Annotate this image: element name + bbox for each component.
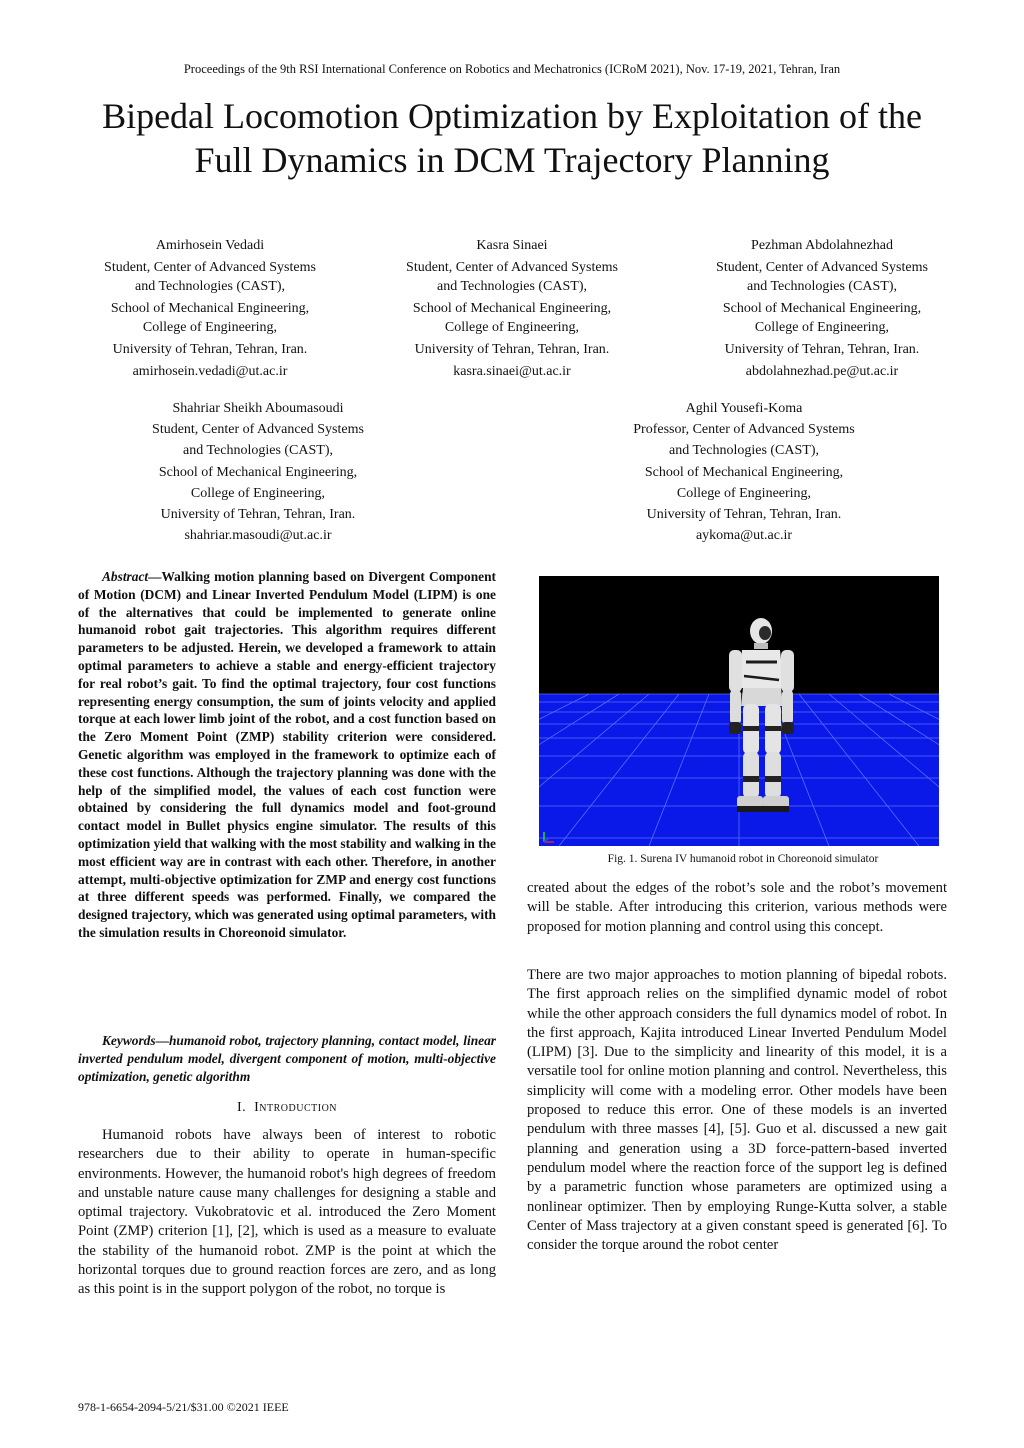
author-university: University of Tehran, Tehran, Iran. [112,341,308,357]
author-name: Aghil Yousefi-Koma [685,401,803,416]
author-email: shahriar.masoudi@ut.ac.ir [184,528,332,544]
title-line-1: Bipedal Locomotion Optimization by Exploitation of the [102,96,922,136]
right-paragraph-1 [527,879,947,937]
author-block-4 [110,398,406,546]
author-position: Student, Center of Advanced Systems [406,259,618,275]
author-email: abdolahnezhad.pe@ut.ac.ir [745,363,899,379]
author-university: University of Tehran, Tehran, Iran. [160,507,356,523]
author-position: Student, Center of Advanced Systems [104,259,316,275]
author-school: School of Mechanical Engineering, [412,300,612,316]
author-college: College of Engineering, [142,320,278,336]
author-college: College of Engineering, [676,485,812,501]
author-email: amirhosein.vedadi@ut.ac.ir [132,363,288,379]
author-email: kasra.sinaei@ut.ac.ir [453,363,571,379]
author-email: aykoma@ut.ac.ir [695,528,793,544]
author-position-cont: and Technologies (CAST), [746,279,897,295]
author-position-cont: and Technologies (CAST), [182,443,333,459]
author-university: University of Tehran, Tehran, Iran. [646,507,842,523]
author-block-1 [62,236,358,381]
right-text-2: There are two major approaches to motion planning of bipedal robots. The first approach relies on the simplified dynamic model of robot while the other approach considers the full dynamics model of robot. In the first approach, Kajita introduced Linear Inverted Pendulum Model (LIPM) [3]. Due to the simplicity and linearity of this model, it is a versatile tool for online motion planning and control. Nevertheless, this simplicity will come with a modeling error. Other models have been proposed to reduce this error. One of these models is an inverted pendulum with three masses [4], [5]. Guo et al. discussed a new gait planning and generation using a 3D force-pattern-based inverted pendulum model where the reaction force of the support leg is defined by a parametric function whose parameters are optimized using a nonlinear optimizer. Then by employing Runge-Kutta solver, a stable Center of Mass trajectory at a given constant speed is generated [6]. To consider the torque around the robot center [527,967,947,1254]
author-name: Kasra Sinaei [476,238,548,253]
section-heading [78,1100,496,1116]
right-text-1: created about the edges of the robot’s sole and the robot’s movement will be stable. After introducing this criterion, various methods were proposed for motion planning and control using this concept. [527,880,947,935]
author-block-5 [596,398,892,546]
author-position: Professor, Center of Advanced Systems [633,422,855,438]
author-college: College of Engineering, [754,320,890,336]
author-college: College of Engineering, [444,320,580,336]
paper-title [40,94,984,182]
author-school: School of Mechanical Engineering, [158,464,358,480]
author-school: School of Mechanical Engineering, [644,464,844,480]
section-number: I. [236,1100,247,1115]
author-position-cont: and Technologies (CAST), [668,443,819,459]
section-title: Introduction [254,1100,338,1115]
robot-simulation-image [539,576,939,846]
figure-caption: Fig. 1. Surena IV humanoid robot in Choreonoid simulator [607,853,879,865]
author-position-cont: and Technologies (CAST), [134,279,285,295]
keywords-label: Keywords [102,1033,156,1048]
author-name: Pezhman Abdolahnezhad [751,238,893,253]
keywords-text: —humanoid robot, trajectory planning, contact model, linear inverted pendulum model, divergent component of motion, multi-objective optimization, genetic algorithm [78,1033,496,1084]
intro-text: Humanoid robots have always been of interest to robotic researchers due to their ability to operate in human-specific environments. However, the humanoid robot's high degrees of freedom and unstable nature cause many challenges for designing a stable and optimal trajectory. Vukobratovic et al. introduced the Zero Moment Point (ZMP) criterion [1], [2], which is used as a measure to evaluate the stability of the humanoid robot. ZMP is the point at which the horizontal torques due to ground reaction forces are zero, and as long as this point is in the support polygon of the robot, no torque is [78,1127,496,1298]
intro-paragraph [78,1126,496,1300]
abstract-text: —Walking motion planning based on Divergent Component of Motion (DCM) and Linear Inverted Pendulum Model (LIPM) is one of the alternatives that could be implemented to generate online humanoid robot gait trajectories. This algorithm requires different parameters to be adjusted. Herein, we developed a framework to attain optimal parameters to achieve a stable and energy-efficient trajectory for real robot’s gait. To find the optimal trajectory, four cost functions representing energy consumption, the sum of joints velocity and applied torque at each lower limb joint of the robot, and a cost function based on the Zero Moment Point (ZMP) stability criterion were considered. Genetic algorithm was employed in the framework to optimize each of these cost functions. Although the trajectory planning was done with the help of the simplified model, the values of each cost function were obtained by considering the full dynamics model and foot-ground contact model in Bullet physics engine simulator. The results of this optimization yield that walking with the most stability and walking in the most efficient way are in contrast with each other. Therefore, in another attempt, multi-objective optimization for ZMP and energy cost functions at three different speeds was performed. Finally, we compared the designed trajectory, which was generated using optimal parameters, with the simulation results in Choreonoid simulator. [78,569,496,940]
author-name: Shahriar Sheikh Aboumasoudi [172,401,344,416]
author-university: University of Tehran, Tehran, Iran. [414,341,610,357]
author-college: College of Engineering, [190,485,326,501]
figure-1 [539,576,939,846]
abstract [78,568,496,942]
conference-header: Proceedings of the 9th RSI International Conference on Robotics and Mechatronics (ICRoM 2021), Nov. 17-19, 2021, Tehran, Iran [183,62,841,76]
author-school: School of Mechanical Engineering, [722,300,922,316]
author-position-cont: and Technologies (CAST), [436,279,587,295]
author-block-3 [674,236,970,381]
keywords [78,1032,496,1085]
copyright-footer: 978-1-6654-2094-5/21/$31.00 ©2021 IEEE [78,1400,289,1414]
right-paragraph-2 [527,966,947,1255]
title-line-2: Full Dynamics in DCM Trajectory Planning [194,140,830,180]
author-position: Student, Center of Advanced Systems [152,422,364,438]
author-block-2 [364,236,660,381]
author-name: Amirhosein Vedadi [155,238,265,253]
author-position: Student, Center of Advanced Systems [716,259,928,275]
abstract-label: Abstract [102,569,149,584]
author-school: School of Mechanical Engineering, [110,300,310,316]
author-university: University of Tehran, Tehran, Iran. [724,341,920,357]
